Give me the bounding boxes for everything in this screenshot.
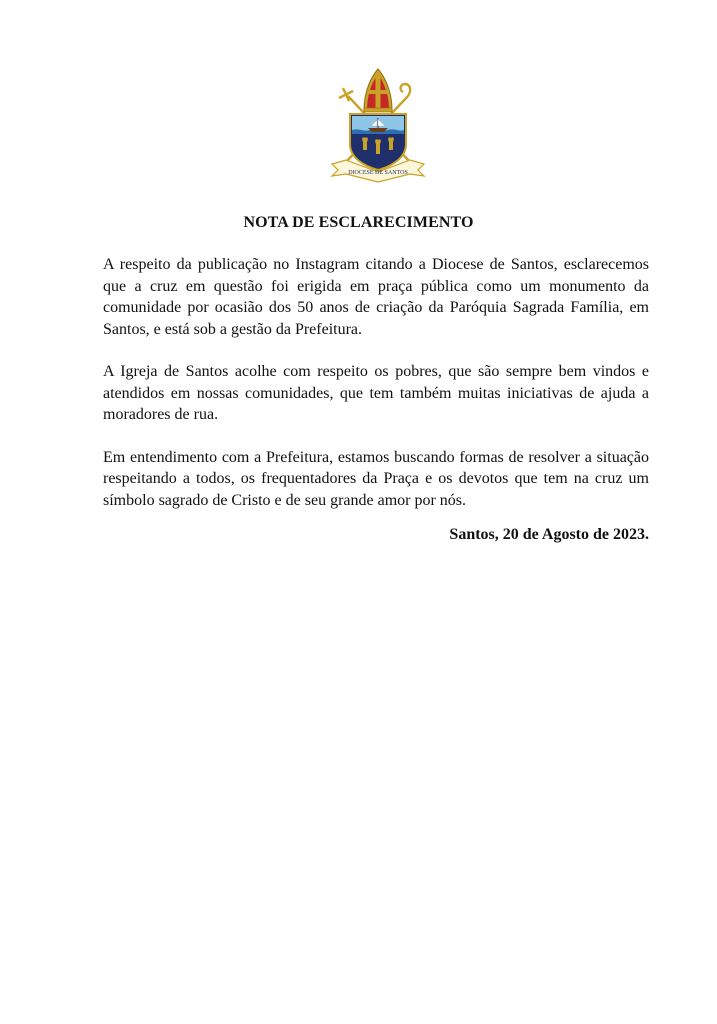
shield-icon <box>350 114 406 170</box>
document-title: NOTA DE ESCLARECIMENTO <box>243 214 474 231</box>
paragraph: A respeito da publicação no Instagram citando a Diocese de Santos, esclarecemos que a cruz em questão foi erigida em praça pública como um monumento da comunidade por ocasião dos 50 anos de criação da Paróquia Sagrada Família, em Santos, e está sob a gestão da Prefeitura. <box>103 256 649 338</box>
mitre-icon <box>364 69 392 112</box>
date-signature: Santos, 20 de Agosto de 2023. <box>449 526 649 543</box>
diocese-coat-of-arms-logo <box>326 66 430 184</box>
paragraph: Em entendimento com a Prefeitura, estamos buscando formas de resolver a situação respeitando a todos, os frequentadores da Praça e os devotos que tem na cruz um símbolo sagrado de Cristo e de seu grande amor por nós. <box>103 448 649 509</box>
banner-text: DIOCESE DE SANTOS <box>348 170 408 176</box>
document-body <box>103 254 649 532</box>
paragraph: A Igreja de Santos acolhe com respeito os pobres, que são sempre bem vindos e atendidos em nossas comunidades, que tem também muitas iniciativas de ajuda a moradores de rua. <box>103 363 649 423</box>
